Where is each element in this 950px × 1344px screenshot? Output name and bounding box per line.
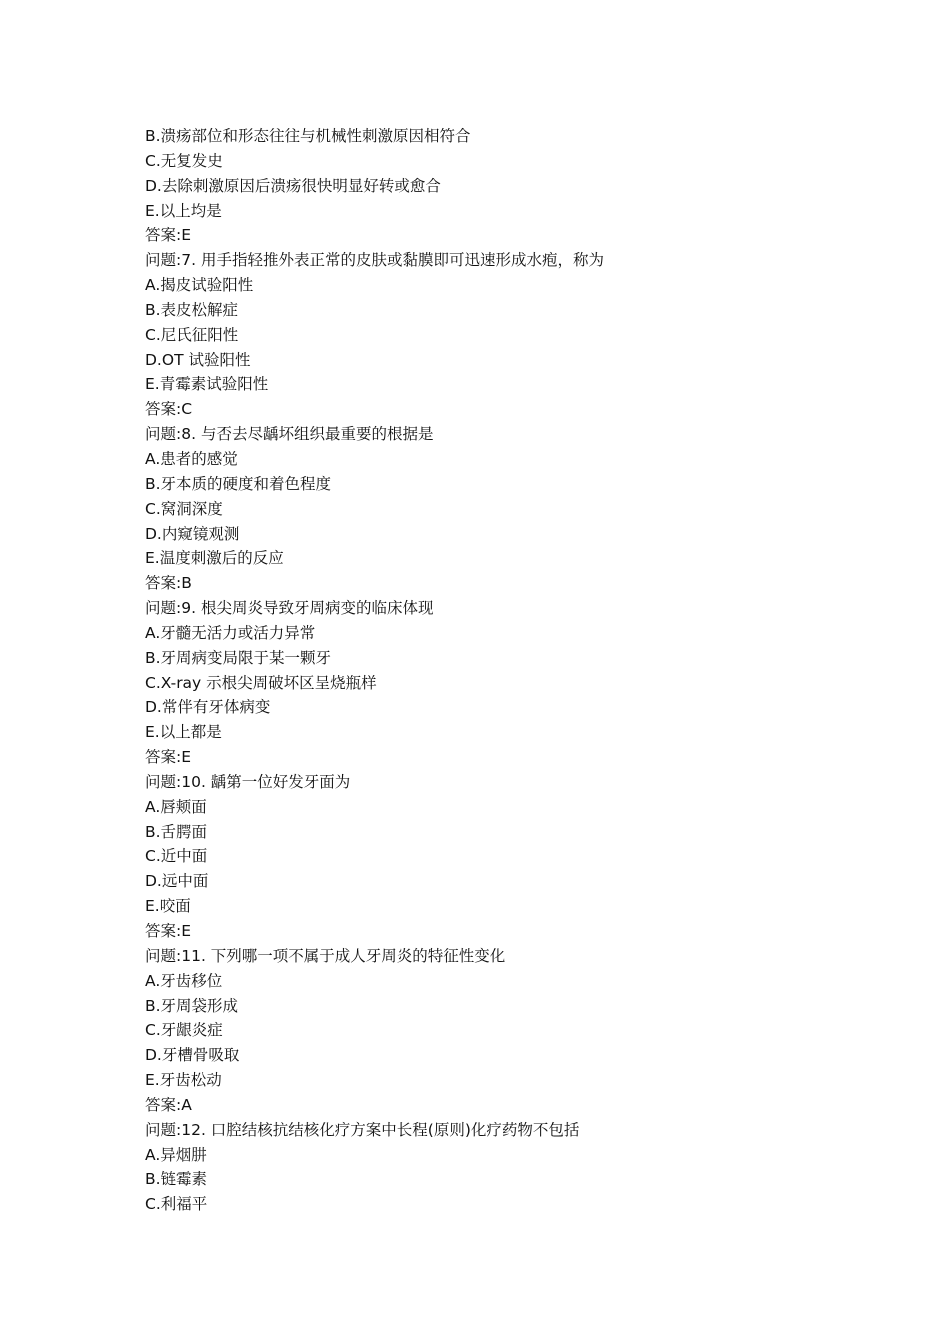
document-body bbox=[145, 124, 845, 1217]
text-line: B.溃疡部位和形态往往与机械性刺激原因相符合 bbox=[145, 127, 471, 145]
option-line: D.OT 试验阳性 bbox=[145, 350, 251, 369]
option-line: A.牙齿移位 bbox=[145, 971, 223, 990]
option-line: D.牙槽骨吸取 bbox=[145, 1046, 240, 1065]
option-line: B.牙周病变局限于某一颗牙 bbox=[145, 648, 332, 667]
option-line: A.患者的感觉 bbox=[145, 449, 238, 468]
option-line: D.常伴有牙体病变 bbox=[145, 698, 271, 717]
option-line: C.利福平 bbox=[145, 1195, 208, 1214]
option-line: A.唇颊面 bbox=[145, 797, 207, 816]
option-line: E.牙齿松动 bbox=[145, 1071, 222, 1090]
option-line: E.温度刺激后的反应 bbox=[145, 549, 284, 568]
question-line: 问题:7. 用手指轻推外表正常的皮肤或黏膜即可迅速形成水疱，称为 bbox=[145, 251, 604, 270]
answer-line: 答案:C bbox=[145, 400, 193, 419]
answer-line: 答案:E bbox=[145, 748, 192, 767]
option-line: B.舌腭面 bbox=[145, 822, 208, 841]
text-line: C.无复发史 bbox=[145, 151, 223, 170]
option-line: A.异烟肼 bbox=[145, 1145, 207, 1164]
option-line: A.揭皮试验阳性 bbox=[145, 276, 254, 295]
text-line: D.去除刺激原因后溃疡很快明显好转或愈合 bbox=[145, 176, 441, 195]
answer-line: 答案:E bbox=[145, 922, 192, 940]
option-line: E.以上都是 bbox=[145, 723, 222, 742]
text-line: E.以上均是 bbox=[145, 201, 222, 220]
answer-line: 答案:A bbox=[145, 1095, 192, 1114]
option-line: A.牙髓无活力或活力异常 bbox=[145, 623, 316, 642]
option-line: D.内窥镜观测 bbox=[145, 524, 240, 543]
option-line: B.牙周袋形成 bbox=[145, 996, 239, 1015]
option-line: B.链霉素 bbox=[145, 1170, 208, 1189]
option-line: E.青霉素试验阳性 bbox=[145, 375, 269, 394]
question-line: 问题:11. 下列哪一项不属于成人牙周炎的特征性变化 bbox=[145, 946, 506, 965]
question-line: 问题:12. 口腔结核抗结核化疗方案中长程(原则)化疗药物不包括 bbox=[145, 1120, 580, 1139]
answer-line: 答案:B bbox=[145, 574, 192, 593]
option-line: C.窝洞深度 bbox=[145, 499, 223, 518]
option-line: C.尼氏征阳性 bbox=[145, 325, 239, 344]
option-line: C.X-ray 示根尖周破坏区呈烧瓶样 bbox=[145, 673, 377, 692]
option-line: C.牙龈炎症 bbox=[145, 1021, 223, 1040]
answer-line: 答案:E bbox=[145, 226, 192, 245]
option-line: B.表皮松解症 bbox=[145, 300, 239, 319]
option-line: D.远中面 bbox=[145, 872, 209, 891]
option-line: C.近中面 bbox=[145, 847, 208, 866]
question-line: 问题:9. 根尖周炎导致牙周病变的临床体现 bbox=[145, 599, 434, 618]
question-line: 问题:8. 与否去尽龋坏组织最重要的根据是 bbox=[145, 425, 434, 444]
option-line: B.牙本质的硬度和着色程度 bbox=[145, 474, 332, 493]
question-line: 问题:10. 龋第一位好发牙面为 bbox=[145, 772, 351, 791]
option-line: E.咬面 bbox=[145, 897, 191, 916]
